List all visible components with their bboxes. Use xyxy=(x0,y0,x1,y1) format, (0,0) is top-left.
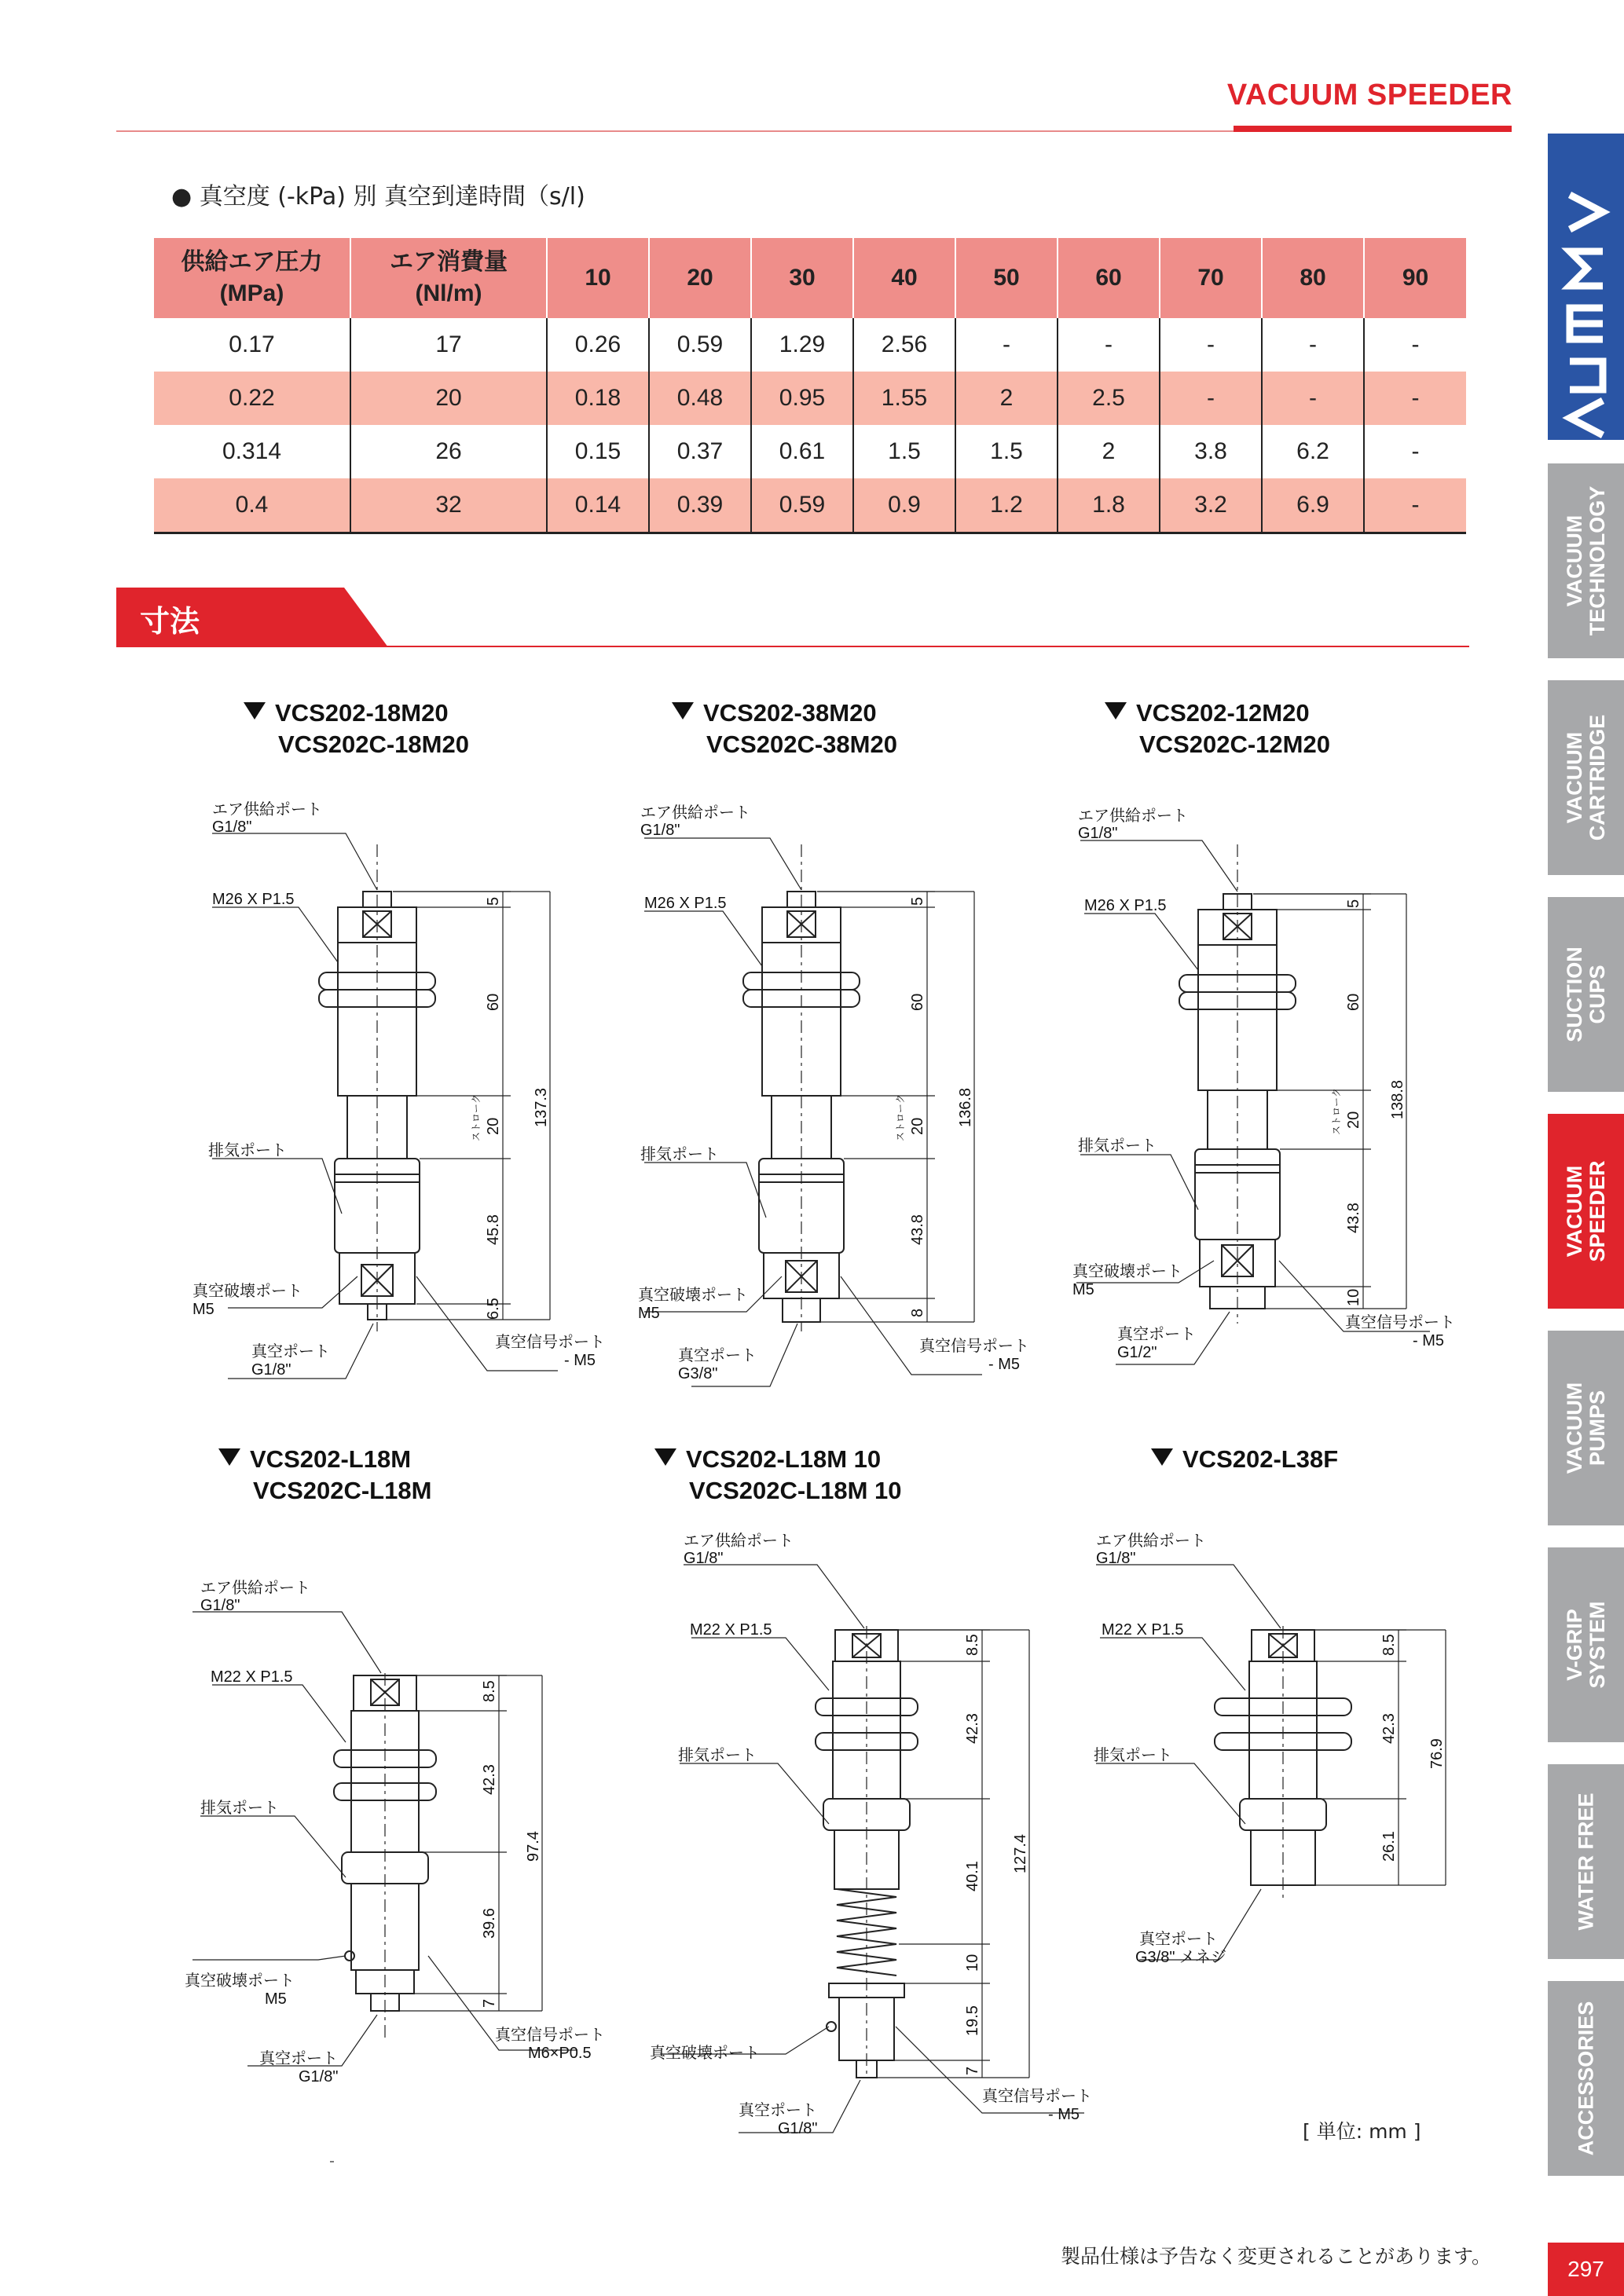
table-cell: 2.56 xyxy=(853,318,955,372)
label-break-size: M5 xyxy=(638,1305,660,1322)
header-cell: 60 xyxy=(1058,238,1160,318)
label-exhaust-port: 排気ポート xyxy=(1094,1747,1172,1764)
footer-note: 製品仕様は予告なく変更されることがあります。 xyxy=(1061,2245,1492,2268)
triangle-down-icon xyxy=(1151,1448,1173,1466)
dim-d: 26.1 xyxy=(1380,1831,1398,1862)
label-signal-size: - M5 xyxy=(988,1356,1020,1373)
table-cell: 0.48 xyxy=(649,372,751,425)
table-cell: 0.4 xyxy=(154,478,350,533)
label-exhaust-port: 排気ポート xyxy=(678,1747,757,1764)
model-label-1: VCS202-18M20 VCS202C-18M20 xyxy=(244,698,469,760)
label-vac-port: 真空ポート xyxy=(259,2050,338,2067)
label-break-port: 真空破壊ポート xyxy=(650,2045,760,2062)
page-number: 297 xyxy=(1548,2243,1624,2296)
dim-a: 5 xyxy=(909,896,926,906)
header-cell: 90 xyxy=(1364,238,1466,318)
table-cell: 1.2 xyxy=(955,478,1058,533)
label-break-size: M5 xyxy=(1072,1281,1094,1298)
dim-c: 20 xyxy=(1345,1111,1362,1129)
label-exhaust-port: 排気ポート xyxy=(200,1800,279,1817)
nav-vacuum-pumps[interactable]: VACUUM PUMPS xyxy=(1548,1331,1624,1525)
label-vac-size: G3/8" メネジ xyxy=(1135,1949,1227,1966)
label-thread: M26 X P1.5 xyxy=(212,891,295,908)
header-cell: 80 xyxy=(1262,238,1364,318)
table-cell: - xyxy=(1364,318,1466,372)
dim-stroke: ストローク xyxy=(471,1093,482,1141)
table-cell: 0.26 xyxy=(547,318,649,372)
label-exhaust-port: 排気ポート xyxy=(1078,1137,1157,1155)
nav-vacuum-cartridge[interactable]: VACUUM CARTRIDGE xyxy=(1548,680,1624,875)
dim-d: 39.6 xyxy=(481,1908,498,1939)
label-signal-port: 真空信号ポート xyxy=(982,2088,1092,2105)
nav-accessories[interactable]: ACCESSORIES xyxy=(1548,1981,1624,2176)
dim-b: 60 xyxy=(909,993,926,1011)
label-signal-size: - M5 xyxy=(1413,1332,1444,1349)
header-cell: 供給エア圧力 (MPa) xyxy=(154,238,350,318)
dim-g: 19.5 xyxy=(964,2005,981,2036)
label-vac-size: G3/8" xyxy=(678,1365,718,1382)
label-vac-port: 真空ポート xyxy=(251,1343,330,1360)
label-thread: M26 X P1.5 xyxy=(1084,897,1167,914)
label-air-port: エア供給ポート xyxy=(684,1532,794,1550)
label-vac-size: G1/8" xyxy=(778,2120,818,2137)
dim-d: 40.1 xyxy=(964,1861,981,1891)
dimension-heading-rule xyxy=(116,646,1469,647)
table-cell: 26 xyxy=(350,425,547,478)
dim-total: 97.4 xyxy=(525,1831,542,1862)
table-cell: 2 xyxy=(1058,425,1160,478)
label-signal-size: M6×P0.5 xyxy=(528,2045,592,2062)
label-break-port: 真空破壊ポート xyxy=(192,1283,302,1300)
drawing-vcs202-18m20 xyxy=(181,789,621,1390)
nav-vacuum-technology[interactable]: VACUUM TECHNOLOGY xyxy=(1548,463,1624,658)
label-signal-port: 真空信号ポート xyxy=(1345,1314,1455,1331)
model-label-6: VCS202-L38F xyxy=(1151,1444,1338,1475)
dim-total: 76.9 xyxy=(1428,1738,1446,1769)
label-thread: M22 X P1.5 xyxy=(690,1621,772,1639)
label-air-port-size: G1/8" xyxy=(212,818,252,836)
table-row xyxy=(154,318,1466,372)
dim-total: 136.8 xyxy=(957,1087,974,1127)
model-label-4: VCS202-L18M VCS202C-L18M xyxy=(218,1444,431,1507)
triangle-down-icon xyxy=(1105,702,1127,720)
table-cell: 0.95 xyxy=(751,372,853,425)
table-cell: 3.2 xyxy=(1160,478,1262,533)
header-cell: 20 xyxy=(649,238,751,318)
label-air-port: エア供給ポート xyxy=(1096,1532,1206,1550)
label-signal-size: - M5 xyxy=(564,1352,596,1369)
table-cell: - xyxy=(1364,478,1466,533)
label-thread: M22 X P1.5 xyxy=(1102,1621,1184,1639)
table-row xyxy=(154,478,1466,533)
dim-total: 137.3 xyxy=(533,1087,550,1127)
model-label-2: VCS202-38M20 VCS202C-38M20 xyxy=(672,698,897,760)
dim-c: 20 xyxy=(485,1117,502,1135)
dim-b: 42.3 xyxy=(1380,1713,1398,1744)
dim-e: 8 xyxy=(909,1308,926,1317)
nav-v-grip-system[interactable]: V-GRIP SYSTEM xyxy=(1548,1547,1624,1742)
label-air-port: エア供給ポート xyxy=(640,804,750,822)
table-cell: - xyxy=(1364,372,1466,425)
header-cell: 50 xyxy=(955,238,1058,318)
label-vac-port: 真空ポート xyxy=(1117,1326,1196,1343)
label-signal-size: - M5 xyxy=(1048,2106,1080,2123)
dim-b: 60 xyxy=(485,993,502,1011)
dim-c: 20 xyxy=(909,1117,926,1135)
triangle-down-icon xyxy=(218,1448,240,1466)
label-vac-size: G1/8" xyxy=(251,1361,291,1379)
table-cell: 0.39 xyxy=(649,478,751,533)
table-cell: 0.14 xyxy=(547,478,649,533)
table-cell: 0.59 xyxy=(649,318,751,372)
table-cell: 0.9 xyxy=(853,478,955,533)
drawing-vcs202-12m20 xyxy=(1061,789,1501,1390)
label-break-port: 真空破壊ポート xyxy=(638,1287,748,1304)
table-cell: 0.61 xyxy=(751,425,853,478)
header-cell: 40 xyxy=(853,238,955,318)
header-title: VACUUM SPEEDER xyxy=(1226,79,1512,112)
dim-d: 45.8 xyxy=(485,1214,502,1245)
dim-e: 6.5 xyxy=(485,1298,502,1320)
label-exhaust-port: 排気ポート xyxy=(208,1142,287,1159)
table-cell: 0.15 xyxy=(547,425,649,478)
table-row xyxy=(154,372,1466,425)
table-cell: - xyxy=(955,318,1058,372)
label-break-size: M5 xyxy=(192,1301,214,1318)
dim-stroke: ストローク xyxy=(1331,1087,1342,1135)
nav-vacuum-speeder[interactable]: VACUUM SPEEDER xyxy=(1548,1114,1624,1309)
dim-a: 8.5 xyxy=(1380,1634,1398,1656)
dim-a: 8.5 xyxy=(964,1634,981,1656)
table-cell: - xyxy=(1262,372,1364,425)
label-vac-port: 真空ポート xyxy=(739,2102,817,2119)
table-cell: 2 xyxy=(955,372,1058,425)
nav-suction-cups[interactable]: SUCTION CUPS xyxy=(1548,897,1624,1092)
dim-a: 5 xyxy=(1345,899,1362,908)
triangle-down-icon xyxy=(244,702,266,720)
label-air-port-size: G1/8" xyxy=(640,822,680,839)
table-cell: 20 xyxy=(350,372,547,425)
dim-b: 42.3 xyxy=(964,1713,981,1744)
table-cell: - xyxy=(1058,318,1160,372)
table-cell: 0.22 xyxy=(154,372,350,425)
label-air-port-size: G1/8" xyxy=(1096,1550,1136,1567)
label-vac-size: G1/2" xyxy=(1117,1344,1157,1361)
header-cell: 30 xyxy=(751,238,853,318)
dim-e: 10 xyxy=(1345,1288,1362,1306)
vmeca-logo-icon xyxy=(1548,134,1624,440)
table-cell: 6.2 xyxy=(1262,425,1364,478)
header-cell: 70 xyxy=(1160,238,1262,318)
table-cell: - xyxy=(1364,425,1466,478)
dim-d: 43.8 xyxy=(1345,1203,1362,1233)
dim-b: 42.3 xyxy=(481,1764,498,1795)
label-air-port-size: G1/8" xyxy=(1078,825,1118,842)
table-cell: 6.9 xyxy=(1262,478,1364,533)
label-break-size: M5 xyxy=(265,1990,287,2008)
table-cell: - xyxy=(1262,318,1364,372)
label-signal-port: 真空信号ポート xyxy=(495,2027,605,2044)
dim-a: 8.5 xyxy=(481,1680,498,1702)
label-vac-port: 真空ポート xyxy=(678,1347,757,1364)
table-row xyxy=(154,425,1466,478)
label-thread: M26 X P1.5 xyxy=(644,895,727,912)
triangle-down-icon xyxy=(654,1448,676,1466)
dim-e: 7 xyxy=(964,2066,981,2075)
table-cell: 1.55 xyxy=(853,372,955,425)
label-air-port: エア供給ポート xyxy=(1078,807,1188,825)
dim-a: 5 xyxy=(485,896,502,906)
drawing-vcs202-38m20 xyxy=(621,789,1061,1390)
dim-e: 7 xyxy=(481,1998,498,2008)
unit-note: [ 単位: mm ] xyxy=(1303,2120,1421,2143)
label-signal-port: 真空信号ポート xyxy=(919,1338,1029,1355)
drawing-vcs202-l18m-10 xyxy=(629,1516,1092,2144)
label-air-port-size: G1/8" xyxy=(200,1597,240,1614)
table-cell: 1.5 xyxy=(955,425,1058,478)
header-accent-bar xyxy=(1234,126,1512,132)
label-air-port-size: G1/8" xyxy=(684,1550,724,1567)
dim-f: 10 xyxy=(964,1954,981,1972)
header-cell: エア消費量 (Nl/m) xyxy=(350,238,547,318)
dim-stroke: ストローク xyxy=(895,1093,906,1141)
table-cell: 0.37 xyxy=(649,425,751,478)
table-cell: - xyxy=(1160,318,1262,372)
label-exhaust-port: 排気ポート xyxy=(640,1146,719,1163)
table-cell: 1.8 xyxy=(1058,478,1160,533)
table-cell: - xyxy=(1160,372,1262,425)
dim-total: 138.8 xyxy=(1389,1079,1406,1119)
table-heading: ● 真空度 (-kPa) 別 真空到達時間（s/l) xyxy=(171,183,585,211)
table-cell: 0.314 xyxy=(222,438,282,464)
dim-b: 60 xyxy=(1345,993,1362,1011)
label-thread: M22 X P1.5 xyxy=(211,1668,293,1686)
dim-total: 127.4 xyxy=(1012,1833,1029,1873)
label-air-port: エア供給ポート xyxy=(200,1580,310,1597)
label-air-port: エア供給ポート xyxy=(212,801,322,818)
label-signal-port: 真空信号ポート xyxy=(495,1334,605,1351)
table-cell: 17 xyxy=(350,318,547,372)
label-vac-size: G1/8" xyxy=(299,2068,339,2085)
dim-d: 43.8 xyxy=(909,1214,926,1245)
table-cell: 1.29 xyxy=(751,318,853,372)
model-label-5: VCS202-L18M 10 VCS202C-L18M 10 xyxy=(654,1444,902,1507)
table-cell: 3.8 xyxy=(1160,425,1262,478)
table-cell: 0.59 xyxy=(751,478,853,533)
table-cell: 32 xyxy=(350,478,547,533)
label-break-port: 真空破壊ポート xyxy=(185,1972,295,1990)
table-cell: 2.5 xyxy=(1058,372,1160,425)
model-label-3: VCS202-12M20 VCS202C-12M20 xyxy=(1105,698,1330,760)
nav-water-free[interactable]: WATER FREE xyxy=(1548,1764,1624,1959)
dimension-heading-title: 寸法 xyxy=(140,604,200,639)
vacuum-time-table xyxy=(154,238,1466,534)
label-break-port: 真空破壊ポート xyxy=(1072,1263,1182,1280)
drawing-vcs202-l38f xyxy=(1084,1516,1493,1987)
table-cell: 1.5 xyxy=(853,425,955,478)
table-cell: 0.18 xyxy=(547,372,649,425)
label-vac-port: 真空ポート xyxy=(1139,1931,1218,1948)
header-cell: 10 xyxy=(547,238,649,318)
triangle-down-icon xyxy=(672,702,694,720)
drawing-vcs202-l18m xyxy=(177,1563,617,2105)
table-header-row xyxy=(154,238,1466,318)
brand-logo-tab[interactable] xyxy=(1548,134,1624,440)
table-cell: 0.17 xyxy=(229,331,275,357)
